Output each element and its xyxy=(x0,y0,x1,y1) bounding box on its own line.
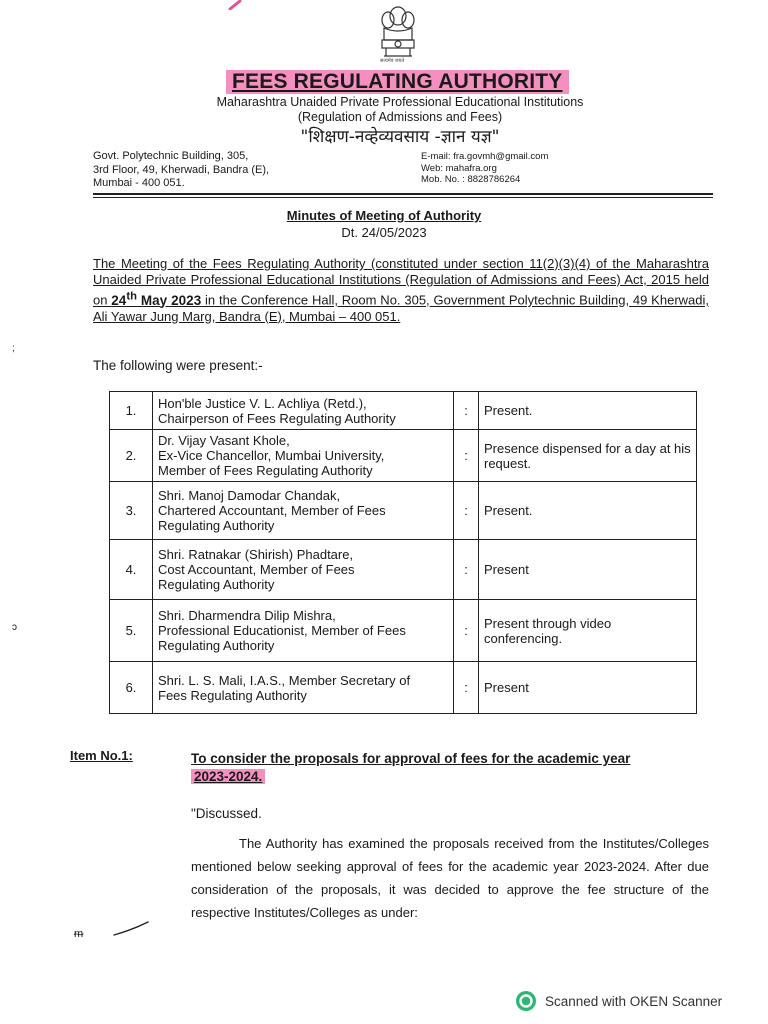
highlighter-mark xyxy=(228,0,242,10)
item-year: 2023-2024. xyxy=(191,769,265,784)
colon-separator: : xyxy=(454,662,479,714)
scanner-watermark xyxy=(515,990,722,1012)
member-status: Present. xyxy=(479,392,697,430)
member-name-line: Dr. Vijay Vasant Khole, xyxy=(158,433,290,448)
member-name-line: Regulating Authority xyxy=(158,638,275,653)
header-divider xyxy=(93,193,713,195)
member-number: 5. xyxy=(110,600,153,662)
meeting-intro-paragraph xyxy=(93,256,709,325)
header-divider xyxy=(93,197,713,198)
colon-separator: : xyxy=(454,392,479,430)
member-name xyxy=(153,482,454,540)
email-line: E-mail: fra.govmh@gmail.com xyxy=(421,151,549,162)
emblem-motto: सत्यमेव जयते xyxy=(380,58,405,64)
colon-separator: : xyxy=(454,430,479,482)
member-number: 2. xyxy=(110,430,153,482)
intro-text: in the Conference Hall, Room No. 305, Government Polytechnic Building, 49 Kherwadi, Ali Yawar Jung Marg, Bandra (E), Mumbai – 400 051. xyxy=(93,292,709,324)
member-name-line: Chairperson of Fees Regulating Authority xyxy=(158,410,396,426)
member-row xyxy=(110,662,697,714)
member-name-line: Cost Accountant, Member of Fees xyxy=(158,562,355,577)
decision-paragraph: The Authority has examined the proposals received from the Institutes/Colleges mentioned below seeking approval of fees for the academic year 2023-2024. After due consideration of the proposals, it was decided to approve the fee structure of the respective Institutes/Colleges as under: xyxy=(191,836,709,920)
org-name: FEES REGULATING AUTHORITY xyxy=(226,70,569,94)
address-block xyxy=(93,150,269,191)
margin-mark: ᵯ xyxy=(74,928,84,940)
attendance-table xyxy=(109,391,697,714)
subtitle-line1: Maharashtra Unaided Private Professional Educational Institutions xyxy=(216,95,584,109)
address-line: 3rd Floor, 49, Kherwadi, Bandra (E), xyxy=(93,163,270,176)
member-status: Present. xyxy=(479,482,697,540)
minutes-title: Minutes of Meeting of Authority xyxy=(286,208,482,223)
member-number: 6. xyxy=(110,662,153,714)
member-name-line: Shri. Ratnakar (Shirish) Phadtare, xyxy=(158,547,354,562)
member-name-line: Member of Fees Regulating Authority xyxy=(158,463,373,478)
member-status: Presence dispensed for a day at his request. xyxy=(479,430,697,482)
member-name-line: Shri. Dharmendra Dilip Mishra, xyxy=(158,608,336,623)
member-name xyxy=(153,430,454,482)
margin-mark: ↄ xyxy=(12,622,17,633)
member-row xyxy=(110,600,697,662)
member-status: Present xyxy=(479,540,697,600)
address-line: Govt. Polytechnic Building, 305, xyxy=(93,150,249,162)
member-status: Present through video conferencing. xyxy=(479,600,697,662)
member-name-line: Ex-Vice Chancellor, Mumbai University, xyxy=(158,448,385,463)
member-row xyxy=(110,392,697,430)
member-name-line: Regulating Authority xyxy=(158,577,275,592)
address-line: Mumbai - 400 051. xyxy=(93,177,185,189)
member-number: 3. xyxy=(110,482,153,540)
member-name xyxy=(153,392,454,430)
present-label: The following were present:- xyxy=(93,358,263,373)
member-name-line: Shri. Manoj Damodar Chandak, xyxy=(158,488,341,503)
scanner-text: Scanned with OKEN Scanner xyxy=(545,993,723,1009)
pen-stroke-mark xyxy=(112,918,152,938)
margin-mark: ; xyxy=(12,343,15,354)
member-name-line: Professional Educationist, Member of Fees xyxy=(158,623,406,638)
colon-separator: : xyxy=(454,600,479,662)
member-name-line: Shri. L. S. Mali, I.A.S., Member Secretary of xyxy=(158,672,411,688)
colon-separator: : xyxy=(454,482,479,540)
subtitle-line2: (Regulation of Admissions and Fees) xyxy=(297,110,503,124)
intro-text: The Meeting of the Fees Regulating Authority (constituted under section 11(2)(3)(4) of the Maharashtra Unaided Private Professional Educational Institutions (Regulation of Admissions and Fees) Act, 2015 held on xyxy=(93,256,709,308)
member-name xyxy=(153,662,454,714)
member-row xyxy=(110,482,697,540)
member-name-line: Hon'ble Justice V. L. Achliya (Retd.), xyxy=(158,395,367,411)
member-name-line: Regulating Authority xyxy=(158,518,275,533)
member-row xyxy=(110,540,697,600)
member-number: 4. xyxy=(110,540,153,600)
member-name xyxy=(153,540,454,600)
member-name-line: Fees Regulating Authority xyxy=(158,687,307,703)
item-title: To consider the proposals for approval of fees for the academic year 2023-2024. xyxy=(191,751,631,784)
mobile-line: Mob. No. : 8828786264 xyxy=(421,174,521,185)
member-name-line: Chartered Accountant, Member of Fees xyxy=(158,503,386,518)
member-name xyxy=(153,600,454,662)
discussed-label: "Discussed. xyxy=(191,806,262,821)
slogan: "शिक्षण-नव्हेव्यवसाय -ज्ञान यज्ञ" xyxy=(300,127,500,147)
member-status: Present xyxy=(479,662,697,714)
colon-separator: : xyxy=(454,540,479,600)
member-row xyxy=(110,430,697,482)
national-emblem-icon xyxy=(374,4,422,66)
web-line: Web: mahafra.org xyxy=(421,162,497,174)
minutes-date: Dt. 24/05/2023 xyxy=(341,225,427,240)
meeting-date: 24th May 2023 xyxy=(111,290,202,308)
contact-block xyxy=(421,151,548,186)
item-number: Item No.1: xyxy=(70,748,133,763)
member-number: 1. xyxy=(110,392,153,430)
scanner-logo-icon xyxy=(515,990,537,1012)
